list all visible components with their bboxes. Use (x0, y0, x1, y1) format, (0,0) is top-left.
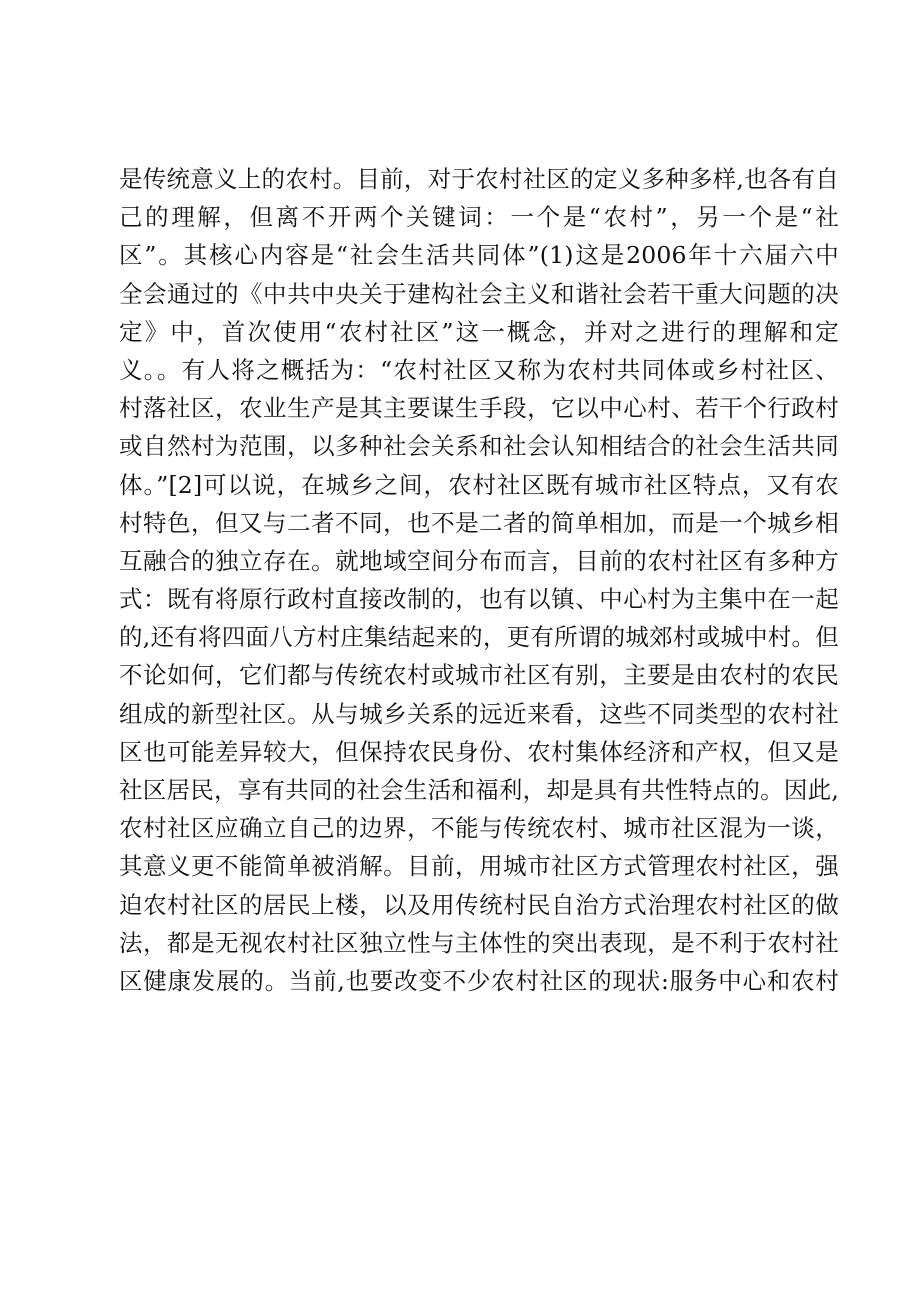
text-line: 不论如何，它们都与传统农村或城市社区有别，主要是由农村的农民 (119, 661, 839, 690)
text-line: 全会通过的《中共中央关于建构社会主义和谐社会若干重大问题的决 (119, 279, 839, 308)
text-line: 互融合的独立存在。就地域空间分布而言，目前的农村社区有多种方 (119, 546, 839, 575)
text-line: 是传统意义上的农村。目前，对于农村社区的定义多种多样,也各有自 (119, 165, 839, 193)
text-line: 义。。有人将之概括为：“农村社区又称为农村共同体或乡村社区、 (119, 355, 839, 384)
text-line: 己的理解，但离不开两个关键词：一个是“农村”，另一个是“社 (119, 203, 839, 232)
text-line: 或自然村为范围，以多种社会关系和社会认知相结合的社会生活共同 (119, 432, 839, 461)
text-line: 的,还有将四面八方村庄集结起来的，更有所谓的城郊村或城中村。但 (119, 623, 839, 652)
text-line: 区”。其核心内容是“社会生活共同体”(1)这是2006年十六届六中 (119, 241, 839, 270)
body-paragraph (119, 160, 839, 1000)
text-line: 农村社区应确立自己的边界，不能与传统农村、城市社区混为一谈， (119, 814, 839, 843)
text-line: 法，都是无视农村社区独立性与主体性的突出表现，是不利于农村社 (119, 928, 839, 957)
text-line: 式：既有将原行政村直接改制的，也有以镇、中心村为主集中在一起 (119, 585, 839, 614)
text-line: 定》中，首次使用“农村社区”这一概念，并对之进行的理解和定 (119, 317, 839, 346)
text-line: 村落社区，农业生产是其主要谋生手段，它以中心村、若干个行政村 (119, 394, 839, 423)
text-line: 村特色，但又与二者不同，也不是二者的简单相加，而是一个城乡相 (119, 508, 839, 537)
text-line: 区也可能差异较大，但保持农民身份、农村集体经济和产权，但又是 (119, 737, 839, 766)
text-line: 迫农村社区的居民上楼，以及用传统村民自治方式治理农村社区的做 (119, 890, 839, 919)
text-line: 体。”[2]可以说，在城乡之间，农村社区既有城市社区特点，又有农 (119, 470, 839, 499)
text-line: 社区居民，享有共同的社会生活和福利，却是具有共性特点的。因此, (119, 776, 839, 804)
text-line: 区健康发展的。当前,也要改变不少农村社区的现状:服务中心和农村 (119, 966, 839, 995)
text-line: 组成的新型社区。从与城乡关系的远近来看，这些不同类型的农村社 (119, 699, 839, 728)
text-line: 其意义更不能简单被消解。目前，用城市社区方式管理农村社区，强 (119, 852, 839, 881)
